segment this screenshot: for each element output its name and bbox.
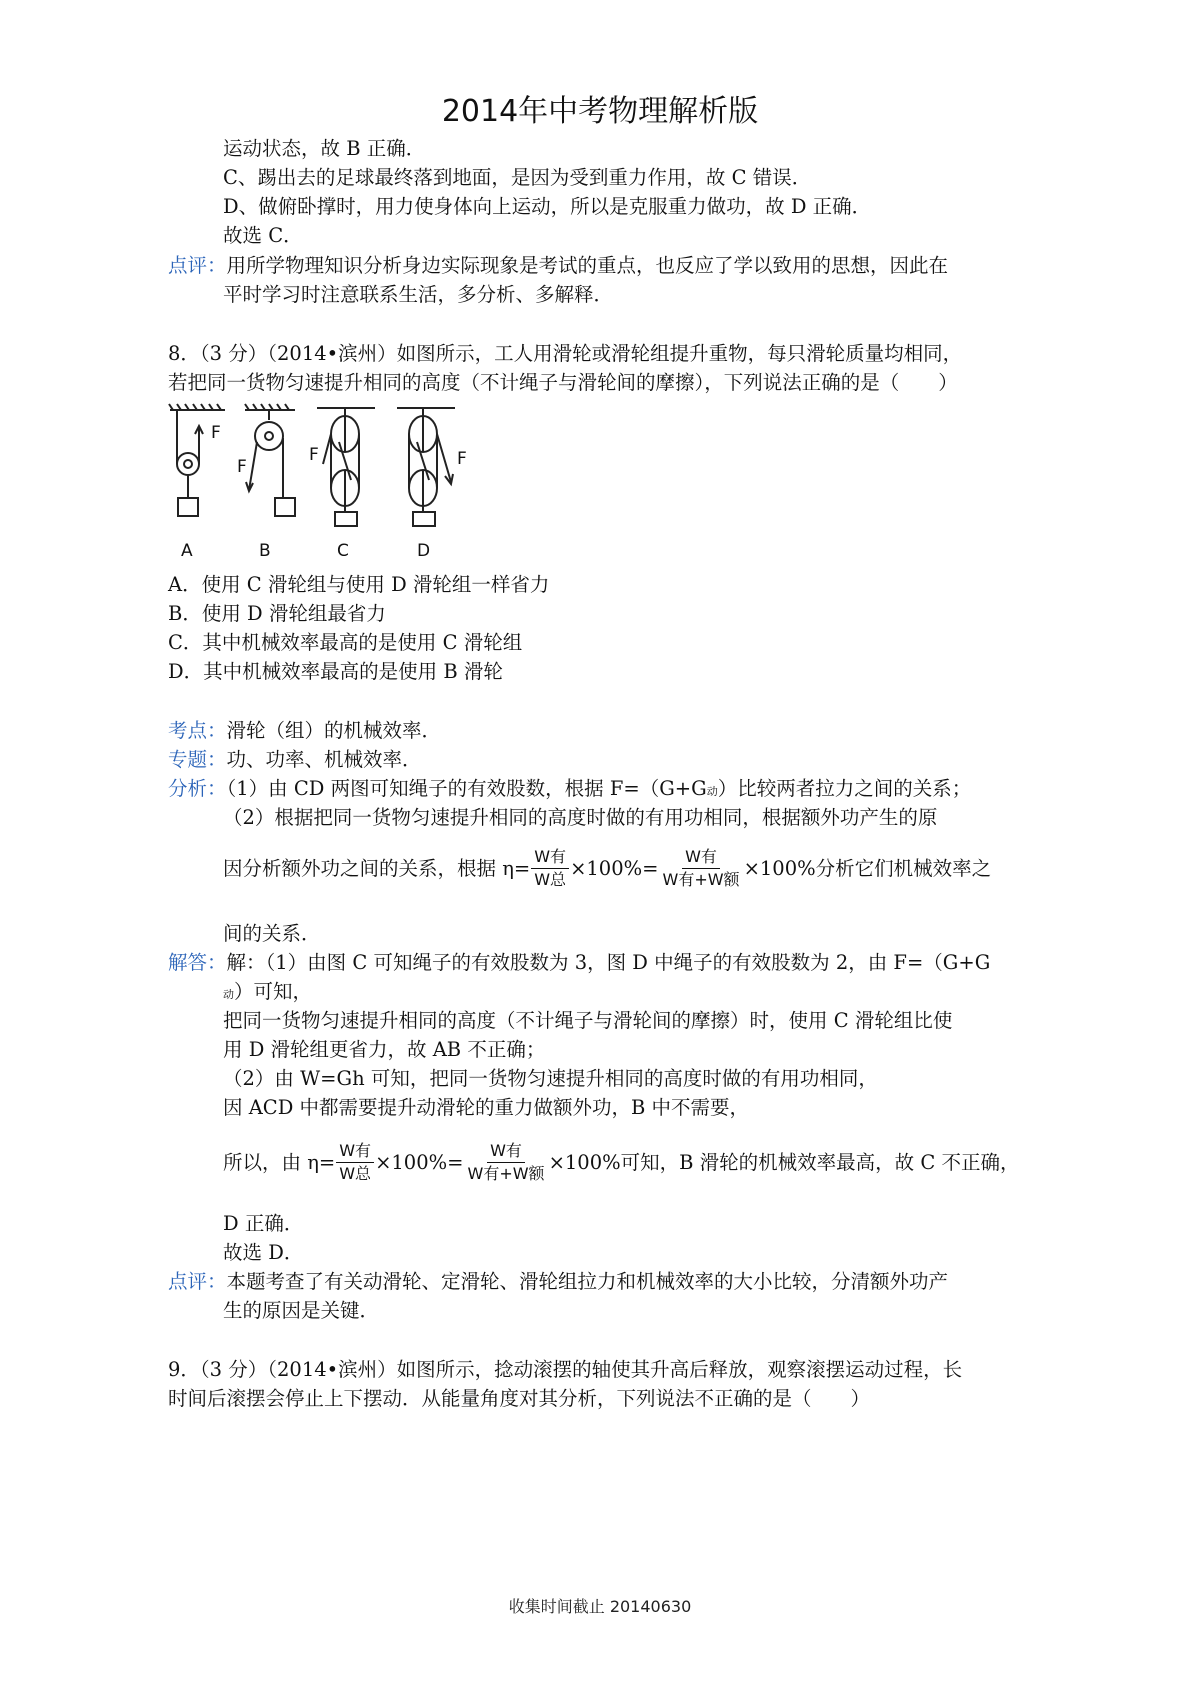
w-useful-plus-extra: W有+W额 bbox=[467, 1164, 545, 1183]
jieda-line-7-pre: 所以，由 η= bbox=[223, 1150, 336, 1174]
fenxi-sub: 动 bbox=[706, 785, 718, 798]
dianping-row bbox=[168, 1269, 948, 1295]
times-100: ×100% bbox=[548, 1150, 621, 1174]
force-label-c: F bbox=[309, 445, 319, 465]
jieda-line-3: 把同一货物匀速提升相同的高度（不计绳子与滑轮间的摩擦）时，使用 C 滑轮组比使 bbox=[223, 1009, 953, 1032]
pulley-a bbox=[169, 404, 225, 516]
page-footer: 收集时间截止 20140630 bbox=[508, 1597, 692, 1616]
pulley-c bbox=[317, 408, 375, 526]
fenxi-line-3-pre: 因分析额外功之间的关系，根据 η= bbox=[223, 856, 531, 880]
figure-label-b: B bbox=[259, 541, 271, 561]
jieda-row-2 bbox=[223, 979, 312, 1008]
zhuanti-row bbox=[168, 747, 422, 773]
prev-line-4: 故选 C． bbox=[223, 224, 303, 247]
dianping-line-1: 本题考查了有关动滑轮、定滑轮、滑轮组拉力和机械效率的大小比较，分清额外功产 bbox=[226, 1270, 949, 1293]
page-title: 2014年中考物理解析版 bbox=[441, 94, 759, 129]
q8-option-a: A．使用 C 滑轮组与使用 D 滑轮组一样省力 bbox=[168, 573, 550, 596]
q8-option-c: C．其中机械效率最高的是使用 C 滑轮组 bbox=[168, 631, 523, 654]
q9-stem-line-1: 9．（3 分）（2014•滨州）如图所示，捻动滚摆的轴使其升高后释放，观察滚摆运动过程，长 bbox=[168, 1358, 963, 1381]
pulley-d bbox=[397, 408, 455, 526]
fraction-useful-over-total bbox=[531, 846, 569, 891]
fenxi-line-2: （2）根据把同一货物匀速提升相同的高度时做的有用功相同，根据额外功产生的原 bbox=[223, 806, 938, 829]
fenxi-label: 分析： bbox=[168, 777, 227, 800]
fenxi-line-1-end: ）比较两者拉力之间的关系； bbox=[717, 777, 972, 800]
jieda-formula-row bbox=[223, 1140, 1020, 1185]
fraction-useful-over-total-2 bbox=[336, 1140, 374, 1185]
prev-line-3: D、做俯卧撑时，用力使身体向上运动，所以是克服重力做功，故 D 正确． bbox=[223, 195, 872, 218]
zhuanti-text: 功、功率、机械效率． bbox=[226, 748, 422, 771]
fraction-useful-over-sum-2 bbox=[465, 1140, 548, 1185]
force-label-b: F bbox=[237, 457, 247, 477]
times-100: ×100% bbox=[743, 856, 816, 880]
jieda-line-9: 故选 D． bbox=[223, 1241, 304, 1264]
force-label-a: F bbox=[211, 423, 221, 443]
w-total: W总 bbox=[534, 870, 567, 889]
q8-stem-line-1: 8．（3 分）（2014•滨州）如图所示，工人用滑轮或滑轮组提升重物，每只滑轮质量均相同， bbox=[168, 342, 963, 365]
prev-line-2: C、踢出去的足球最终落到地面，是因为受到重力作用，故 C 错误． bbox=[223, 166, 812, 189]
jieda-sub: 动 bbox=[223, 988, 234, 1001]
jieda-row-1 bbox=[168, 950, 990, 976]
jieda-line-4: 用 D 滑轮组更省力，故 AB 不正确； bbox=[223, 1038, 546, 1061]
comment-label: 点评： bbox=[168, 254, 227, 277]
kaodian-text: 滑轮（组）的机械效率． bbox=[226, 719, 442, 742]
w-useful: W有 bbox=[487, 1140, 525, 1163]
jieda-line-1: 解：（1）由图 C 可知绳子的有效股数为 3，图 D 中绳子的有效股数为 2，由 F=（G+G bbox=[226, 951, 991, 974]
fenxi-line-1: （1）由 CD 两图可知绳子的有效股数，根据 F=（G+G bbox=[226, 777, 707, 800]
w-useful: W有 bbox=[682, 846, 720, 869]
q9-stem-line-2: 时间后滚摆会停止上下摆动．从能量角度对其分析，下列说法不正确的是（ ） bbox=[168, 1387, 871, 1410]
jieda-line-2: ）可知， bbox=[234, 980, 313, 1003]
fraction-useful-over-sum bbox=[660, 846, 743, 891]
q8-stem-line-2: 若把同一货物匀速提升相同的高度（不计绳子与滑轮间的摩擦），下列说法正确的是（ ） bbox=[168, 371, 958, 394]
prev-line-1: 运动状态，故 B 正确． bbox=[223, 137, 426, 160]
jieda-line-6: 因 ACD 中都需要提升动滑轮的重力做额外功，B 中不需要， bbox=[223, 1096, 750, 1119]
fenxi-row-1 bbox=[168, 776, 971, 805]
figure-label-a: A bbox=[181, 541, 193, 561]
w-useful: W有 bbox=[336, 1140, 374, 1163]
pulley-b bbox=[245, 404, 295, 516]
jieda-line-8: D 正确． bbox=[223, 1212, 304, 1235]
zhuanti-label: 专题： bbox=[168, 748, 227, 771]
prev-comment bbox=[168, 253, 948, 279]
jieda-line-7-post: 可知，B 滑轮的机械效率最高，故 C 不正确， bbox=[620, 1150, 1020, 1174]
comment-line-1: 用所学物理知识分析身边实际现象是考试的重点，也反应了学以致用的思想，因此在 bbox=[226, 254, 949, 277]
figure-label-d: D bbox=[417, 541, 431, 561]
force-label-d: F bbox=[457, 449, 467, 469]
jieda-label: 解答： bbox=[168, 951, 227, 974]
dianping-line-2: 生的原因是关键． bbox=[223, 1299, 380, 1322]
pulley-figure bbox=[165, 402, 485, 572]
w-useful: W有 bbox=[531, 846, 569, 869]
kaodian-label: 考点： bbox=[168, 719, 227, 742]
dianping-label: 点评： bbox=[168, 1270, 227, 1293]
fenxi-formula-row bbox=[223, 846, 991, 891]
w-useful-plus-extra: W有+W额 bbox=[662, 870, 740, 889]
figure-label-c: C bbox=[337, 541, 349, 561]
times-100-eq: ×100%= bbox=[570, 856, 659, 880]
jieda-line-5: （2）由 W=Gh 可知，把同一货物匀速提升相同的高度时做的有用功相同， bbox=[223, 1067, 878, 1090]
fenxi-line-3-post: 分析它们机械效率之 bbox=[815, 856, 992, 880]
w-total: W总 bbox=[339, 1164, 372, 1183]
fenxi-line-4: 间的关系． bbox=[223, 922, 321, 945]
q8-option-d: D．其中机械效率最高的是使用 B 滑轮 bbox=[168, 660, 503, 683]
kaodian-row bbox=[168, 718, 441, 744]
times-100-eq: ×100%= bbox=[375, 1150, 464, 1174]
q8-option-b: B．使用 D 滑轮组最省力 bbox=[168, 602, 386, 625]
comment-line-2: 平时学习时注意联系生活，多分析、多解释． bbox=[223, 283, 614, 306]
